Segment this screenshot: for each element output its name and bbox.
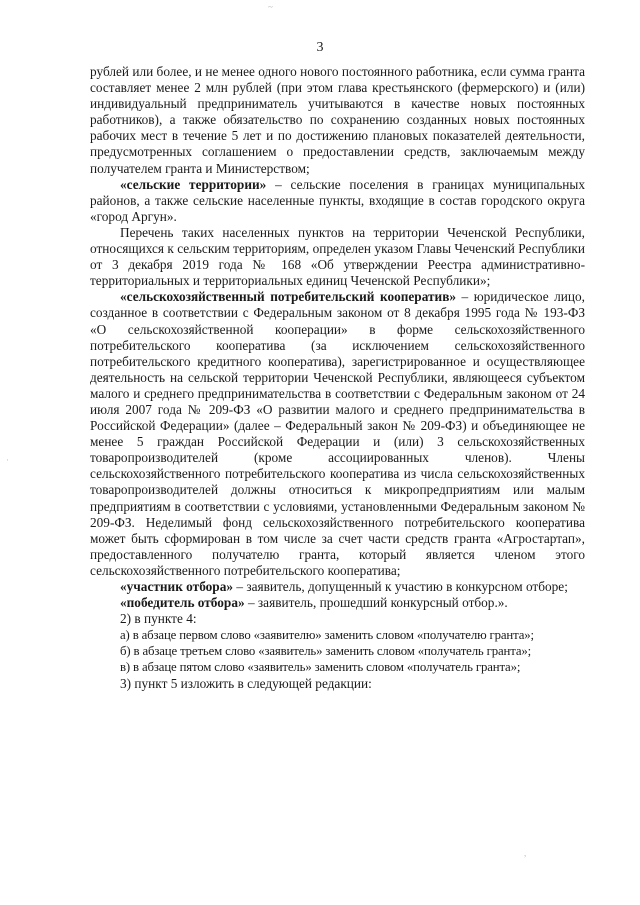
amendment-item: б) в абзаце третьем слово «заявитель» заменить словом «получатель гранта»;	[120, 644, 532, 659]
paragraph-continuation	[90, 64, 585, 177]
amendment-item: 2) в пункте 4:	[120, 611, 197, 627]
definition-text: – юридическое лицо, созданное в соответствии с Федеральным законом от 8 декабря 1995 года № 193-ФЗ «О сельскохозяйственной кооперации» в форме сельскохозяйственного потребительского кооператива (за исключением сельскохозяйственного потребительского кредитного кооператива), зарегистрированное и осуществляющее деятельность на сельской территории Чеченской Республики, являющееся субъектом малого и среднего предпринимательства в соответствии с Федеральным законом от 24 июля 2007 года № 209-ФЗ «О развитии малого и среднего предпринимательства в Российской Федерации» (далее – Федеральный закон № 209-ФЗ) и объединяющее не менее 5 граждан Российской Федерации и (или) 3 сельскохозяйственных товаропроизводителей (кроме ассоциированных членов). Члены сельскохозяйственного потребительского кооператива из числа сельскохозяйственных товаропроизводителей должны относиться к микропредприятиям или малым предприятиям в соответствии с условиями, установленными Федеральным законом № 209-ФЗ. Неделимый фонд сельскохозяйственного потребительского кооператива может быть сформирован в том числе за счет части средств гранта «Агростартап», предоставленного получателю гранта, который является членом этого сельскохозяйственного потребительского кооператива;	[90, 289, 585, 578]
definition-selection-participant	[90, 579, 585, 595]
definition-text: – заявитель, допущенный к участию в конкурсном отборе;	[233, 579, 568, 594]
definition-selection-winner	[90, 595, 585, 611]
paragraph-text: рублей или более, и не менее одного нового постоянного работника, если сумма гранта составляет менее 2 млн рублей (при этом глава крестьянского (фермерского) и (или) индивидуальный предприниматель учитываются в качестве новых постоянных работников), а также обязательство по сохранению созданных новых постоянных рабочих мест в течение 5 лет и по достижению плановых показателей деятельности, предусмотренных соглашением о предоставлении средств, заключаемым между получателем гранта и Министерством;	[90, 64, 585, 176]
term-selection-winner: «победитель отбора»	[120, 595, 245, 611]
definition-rural-territories	[90, 177, 585, 225]
term-rural-territories: «сельские территории»	[120, 176, 267, 192]
scan-artifact: ,	[524, 848, 527, 858]
paragraph-text: Перечень таких населенных пунктов на территории Чеченской Республики, относящихся к сельским территориям, определен указом Главы Чеченский Республики от 3 декабря 2019 года № 168 «Об утверждении Реестра административно-территориальных и территориальных единиц Чеченской Республики»;	[90, 224, 585, 289]
definition-text: – сельские поселения в границах муниципальных районов, а также сельские населенные пункты, входящие в состав городского округа «город Аргун».	[90, 176, 586, 224]
definition-text: – заявитель, прошедший конкурсный отбор.».	[244, 595, 508, 611]
amendment-item: в) в абзаце пятом слово «заявитель» заменить словом «получатель гранта»;	[120, 660, 521, 675]
definition-cooperative	[90, 289, 585, 579]
amendment-item: а) в абзаце первом слово «заявителю» заменить словом «получателю гранта»;	[120, 628, 534, 643]
scan-artifact: ~	[268, 2, 273, 12]
page-number: 3	[316, 40, 324, 55]
document-body	[90, 64, 585, 692]
scan-artifact: ·	[6, 455, 9, 465]
amendment-item: 3) пункт 5 изложить в следующей редакции:	[120, 675, 372, 691]
paragraph-settlements-list	[90, 225, 585, 289]
term-selection-participant: «участник отбора»	[120, 579, 234, 594]
term-cooperative: «сельскохозяйственный потребительский кооператив»	[120, 289, 457, 305]
